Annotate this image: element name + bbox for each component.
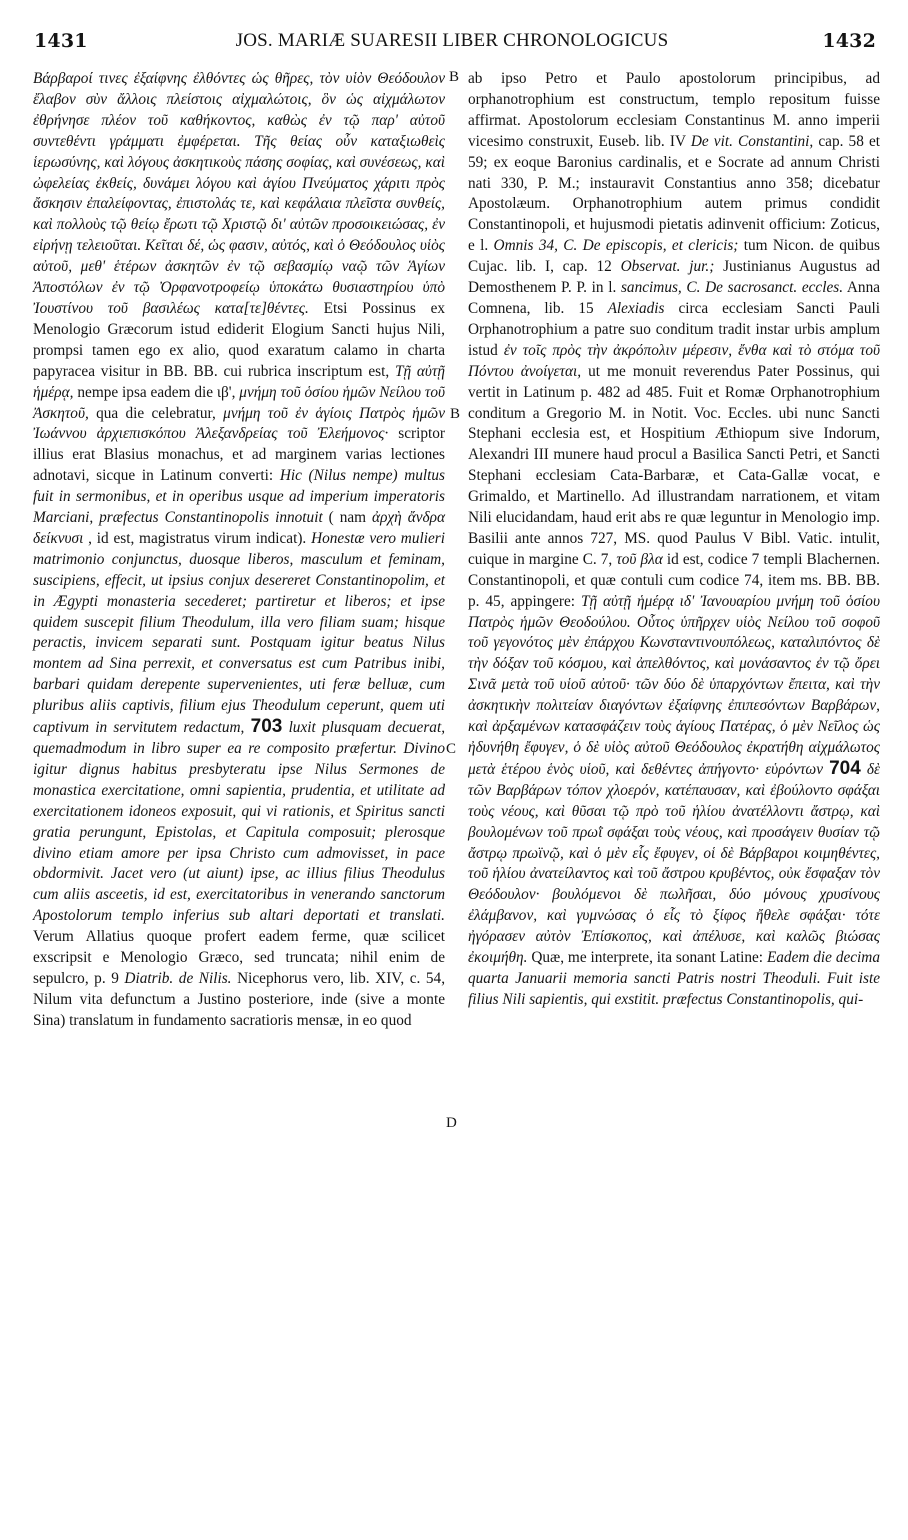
latin-italic-text: luxit plusquam decuerat, quemadmodum in libro super ea re composito præfertur. Divino igitur dignus habitus presbyteratu ipse Nilus Sermones de monastica exercitatione, omni sapientia, prudentia, et utilitate ad exercitationem idoneos exposuit, qui vi rationis, et Spiritus sancti gratia perungunt, Epistolas, et Capitula composuit; plerosque divino etiam amore per ipsa Christo cum admovisset, in pace obdormivit. Jacet vero (ut aiunt) ipse, ac illius filius Theodulus cum aliis asceetis, id est, exercitatoribus in venerando sanctorum Apostolorum templo inferius sub altari deportati et translati. bbox=[33, 719, 446, 925]
running-title: JOS. MARIÆ SUARESII LIBER CHRONOLOGICUS bbox=[235, 30, 669, 51]
latin-text: , id est, magistratus virum indicat). bbox=[88, 529, 307, 547]
latin-text: scriptor illius erat Blasius monachus, et ad marginem varias lectiones adnotavi, sicque in Latinum converti: bbox=[33, 425, 445, 485]
latin-text: nempe ipsa eadem die ιβ', bbox=[77, 383, 236, 401]
page-number-right: 1432 bbox=[822, 30, 876, 52]
greek-passage: Τῇ αὐτῇ ἡμέρᾳ, bbox=[33, 362, 445, 401]
greek-passage: Τῇ αὐτῇ ἡμέρᾳ ιδ' Ἰανουαρίου μνήμη τοῦ ὁσίου Πατρὸς ἡμῶν Θεοδούλου. Οὗτος ὑπῆρχεν υἱὸς Νείλου τοῦ σοφοῦ τοῦ γεγονότος μὲν ἐπάρχου Κωνσταντινουπόλεως, καταλιπόντος δὲ τὴν δόξαν τοῦ κόσμου, καὶ ἀπελθόντος, καὶ μονάσαντος ἐν τῷ ὄρει Σινᾶ μετὰ τοῦ υἱοῦ αὐτοῦ· τῶν δύο δὲ ὑπαρχόντων ἔπειτα, καὶ τὴν ἀσκητικὴν πολιτείαν διαγόντων ἐξαίφνης ἐπιπεσόντων Βαρβάρων, καὶ ἀρξαμένων κατασφάζειν τοὺς ἁγίους Πατέρας, ὁ μὲν Νεῖλος ὡς ἠδυνήθη ἔφυγεν, ὁ δὲ υἱὸς αὐτοῦ Θεόδουλος ἐκρατήθη αἰχμάλωτος μετὰ ἑτέρου ἑνὸς υἱοῦ, καὶ δεθέντες ἀπήγοντο· εὑρόντων bbox=[468, 592, 880, 778]
latin-italic-text: Hic (Nilus nempe) multus fuit in sermonibus, et in operibus usque ad imperium imperatoris Marciani, præfectus Constantinopolis innotuit bbox=[33, 467, 446, 527]
marginal-number-703: 703 bbox=[250, 716, 283, 738]
latin-italic-text: Alexiadis bbox=[607, 299, 665, 317]
latin-text: ut me monuit reverendus Pater Possinus, qui vertit in Latinum p. 482 ad 485. Fuit et Romæ Orphanotrophium conditum a Gregorio M. in Notit. Voc. Eccles. ubi nunc Sancti Stephani ecclesia est, et Hospitium Æthiopum sive Indorum, Alexandri III munere haud procul a Basilica Sancti Petri, et Sancti Stephani ecclesiam Cata-Barbaræ, et Cata-Gallæ vocat, e Grimaldo, et Martinello. Ad illustrandam narrationem, et vitam Nili elucidandam, haud erit abs re quæ leguntur in Menologio imp. Basilii ante annos 727, MS. quod Paulus V Bibl. Vatic. intulit, cuique in margine C. 7, bbox=[468, 362, 880, 568]
latin-text: Verum Allatius quoque profert eadem ferme, quæ scilicet exscripsit e Menologio Græco, sed truncata; nihil enim de sepulcro, p. 9 bbox=[33, 928, 445, 987]
greek-passage: ἀρχὴ ἄνδρα δείκνυσι bbox=[33, 509, 445, 547]
page-header bbox=[28, 30, 876, 66]
page-number-left: 1431 bbox=[34, 30, 88, 52]
latin-italic-text: Diatrib. de Nilis. bbox=[124, 969, 232, 987]
latin-italic-text: Honestæ vero mulieri matrimonio conjunctus, duosque liberos, masculum et feminam, suscipiens, effecit, ut ipsius conjux desereret Constantinopolim, et in Ægypti monasteria secederet; partiretur et liberos; et ipse quidem suscepit filium Theodulum, illa vero filiam suam; hisque peractis, invicem separati sunt. Postquam igitur beatus Nilus montem ad Sina perrexit, et conversatus est cum Patribus inibi, barbari quidam derepente supervenientes, uti feræ belluæ, cum pluribus aliis captivis, filium ejus Theodulum ceperunt, quem uti captivum in servitutem redactum, bbox=[33, 529, 445, 737]
latin-text: Nicephorus vero, lib. XIV, c. 54, Nilum vita defunctum a Justino posteriore, inde (sive a monte Sina) translatum in fundamento sacratioris mensæ, in eo quod bbox=[33, 969, 446, 1029]
latin-italic-text: De vit. Constantini, bbox=[690, 132, 814, 150]
right-column-text bbox=[468, 69, 880, 1011]
latin-text: Etsi Possinus ex Menologio Græcorum istud ediderit Elogium Sancti hujus Nili, prompsi tamen ego ex alio, quod exaratum calamo in charta papyracea visitur in BB. BB. cui rubrica inscriptum est, bbox=[33, 299, 446, 380]
latin-text: qua die celebratur, bbox=[96, 404, 216, 422]
latin-text: Anna Comnena, lib. 15 bbox=[468, 279, 881, 317]
latin-text: tum Nicon. de quibus Cujac. lib. I, cap. 12 bbox=[468, 237, 880, 276]
latin-text: ab ipso Petro et Paulo apostolorum principibus, ad orphanotrophium est constructum, templo repositum fuisse affirmat. Apostolorum ecclesiam Constantinus M. anno imperii vicesimo construxit, Euseb. lib. IV bbox=[468, 70, 880, 150]
greek-passage: Βάρβαροί τινες ἐξαίφνης ἐλθόντες ὡς θῆρες, τὸν υἱὸν Θεόδουλον ἔλαβον σὺν ἄλλοις πλείστοις αἰχμαλώτοις, ὃν ὡς αἰχμάλωτον ἐθρήνησε πλέον τοῦ καθήκοντος, καθὼς ἐν τῷ παρ' αὐτοῦ συντεθέντι γράμματι ἐμφέρεται. Τῆς θείας οὖν καταξιωθεὶς ἱερωσύνης, καὶ λόγους ἀσκητικοὺς πάσης σοφίας, καὶ συνέσεως, καὶ ὠφελείας ἐκθείς, δυνάμει λόγου καὶ ἁγίου Πνεύματος χάριτι πρὸς ἄσκησιν ἐπαλείφοντας, ἐπιστολάς τε, καὶ κεφάλαια πλεῖστα συνθείς, καὶ πολλοὺς τῷ θείῳ ἔρωτι τῷ Χριστῷ δι' αὐτῶν προσοικειώσας, ἐν εἰρήνῃ τελειοῦται. Κεῖται δέ, ὡς φασιν, αὐτός, καὶ ὁ Θεόδουλος υἱὸς αὐτοῦ, μεθ' ἑτέρων ἀσκητῶν ἐν τῷ σεβασμίῳ ναῷ τῶν Ἁγίων Ἀποστόλων ἐν τῷ Ὀρφανοτροφείῳ ὑποκάτω θυσιαστηρίου ὑπὸ Ἰουστίνου τοῦ βασιλέως κατα[τε]θέντες. bbox=[33, 70, 445, 317]
latin-italic-text: Eadem die decima quarta Januarii memoria sancti Patris nostri Theoduli. Fuit iste filius Nili sapientis, qui exstitit. præfectus Constantinopolis, qui- bbox=[468, 949, 881, 1008]
greek-passage: μνήμη τοῦ ἐν ἁγίοις Πατρὸς ἡμῶν Ἰωάννου ἀρχιεπισκόπου Ἀλεξανδρείας τοῦ Ἐλεήμονος· bbox=[33, 404, 446, 443]
latin-italic-text: sancimus, C. De sacrosanct. eccles. bbox=[620, 279, 844, 297]
latin-text: id est, codice 7 templi Blachernen. Constantinopoli, et quæ contuli cum codice 74, item ms. BB. BB. p. 45, appingere: bbox=[468, 550, 880, 610]
latin-text: cap. 58 et 59; ex eoque Baronius cardinalis, et e Socrate ad annum Christi nati 330, P. M.; instauravit Constantius anno 358; dicebatur Apostolæum. Orphanotrophium autem primus condidit Constantinopoli, et hujusmodi pietatis adinvenit officium: Zoticus, e l. bbox=[468, 132, 881, 255]
greek-passage: δὲ τῶν Βαρβάρων τόπον χλοερόν, κατέπαυσαν, καὶ ἐβούλοντο σφάξαι τοὺς νέους, καὶ θῦσαι τῷ πρὸ τοῦ ἡλίου ἀνατέλλοντι ἄστρῳ, καὶ βουλομένων τοῦ πρωῒ σφάξαι τοὺς νέους, καὶ προσάγειν θυσίαν τῷ ἄστρῳ πρωϊνῷ, καὶ ὁ μὲν εἷς ἔφυγεν, οἱ δὲ Βάρβαροι κοιμηθέντες, τοῦ ἡλίου ἀνατείλαντος καὶ τοῦ ἄστρου κρυβέντος, οὐκ ἔσφαξαν τὸν Θεόδουλον· βουλόμενοι δὲ πωλῆσαι, δύο μόνους χρυσίνους ἐλάμβανον, καὶ γυμνώσας ὁ εἷς τὸ ξίφος ἤθελε σφάξαι· τότε ἠγόρασεν αὐτὸν Ἐπίσκοπος, καὶ ἀπέλυσε, καὶ καλῶς βιώσας ἐκοιμήθη. bbox=[468, 760, 880, 967]
latin-italic-text: Omnis 34, C. De episcopis, et clericis; bbox=[493, 237, 739, 255]
latin-text: circa ecclesiam Sancti Pauli Orphanotrophium a patre suo conditum tradit instar urbis amplum istud bbox=[468, 299, 881, 359]
left-column-text bbox=[33, 69, 445, 1032]
greek-passage: μνήμη τοῦ ὁσίου ἡμῶν Νείλου τοῦ Ἀσκητοῦ, bbox=[33, 383, 446, 422]
margin-letter-d: D bbox=[446, 1115, 457, 1131]
latin-text: ( nam bbox=[328, 509, 367, 527]
greek-passage: τοῦ βλα bbox=[616, 550, 663, 568]
greek-passage: ἐν τοῖς πρὸς τὴν ἀκρόπολιν μέρεσιν, ἔνθα καὶ τὸ στόμα τοῦ Πόντου ἀνοίγεται, bbox=[468, 341, 880, 380]
latin-text: Quæ, me interprete, ita sonant Latine: bbox=[531, 949, 764, 967]
marginal-number-704: 704 bbox=[829, 757, 861, 779]
margin-letter-b: B bbox=[450, 406, 461, 422]
margin-letter-c: C bbox=[446, 741, 457, 757]
margin-letter-b-top: B bbox=[449, 69, 460, 85]
latin-text: Justinianus Augustus ad Demosthenem P. P. in l. bbox=[468, 258, 881, 297]
right-column bbox=[468, 69, 880, 1011]
latin-italic-text: Observat. jur.; bbox=[620, 258, 715, 276]
left-column bbox=[33, 69, 445, 1032]
